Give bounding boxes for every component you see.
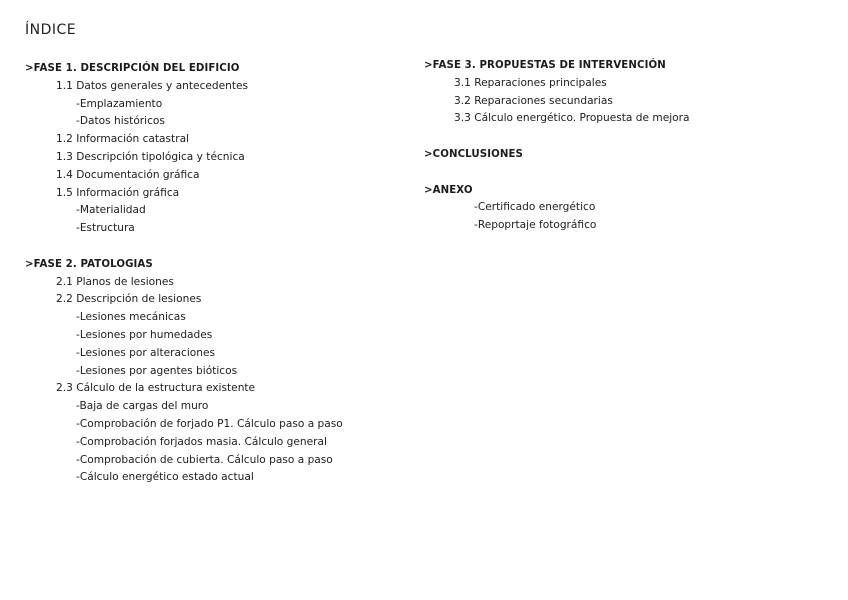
fase3-heading: >FASE 3. PROPUESTAS DE INTERVENCIÓN — [424, 60, 666, 71]
section-1-4: 1.4 Documentación gráfica — [56, 168, 200, 181]
section-2-3: 2.3 Cálculo de la estructura existente — [56, 382, 256, 395]
section-2-2: 2.2 Descripción de lesiones — [56, 293, 202, 306]
anexo-certificado: -Certificado energético — [474, 201, 596, 214]
subsection-baja-cargas: -Baja de cargas del muro — [76, 400, 209, 413]
index-left-column — [25, 60, 425, 487]
fase2-heading: >FASE 2. PATOLOGIAS — [25, 258, 153, 270]
fase1-heading: >FASE 1. DESCRIPCIÓN DEL EDIFICIO — [25, 63, 240, 74]
anexo-reportaje: -Repoprtaje fotográfico — [474, 219, 597, 232]
spacer — [25, 238, 425, 256]
subsection-forjados-masia: -Comprobación forjados masia. Cálculo general — [76, 435, 327, 448]
index-right-column — [424, 57, 824, 235]
section-1-3: 1.3 Descripción tipológica y técnica — [56, 150, 245, 163]
subsection-calculo-energetico-actual: -Cálculo energético estado actual — [76, 471, 254, 484]
subsection-emplazamiento: -Emplazamiento — [76, 97, 163, 110]
conclusiones-heading: >CONCLUSIONES — [424, 148, 523, 160]
section-2-1: 2.1 Planos de lesiones — [56, 275, 174, 288]
subsection-forjado-p1: -Comprobación de forjado P1. Cálculo paso a paso — [76, 417, 343, 430]
subsection-lesiones-bioticos: -Lesiones por agentes bióticos — [76, 364, 238, 377]
section-3-1: 3.1 Reparaciones principales — [454, 76, 607, 89]
section-1-5: 1.5 Información gráfica — [56, 186, 180, 199]
page-title: ÍNDICE — [25, 22, 77, 38]
subsection-lesiones-humedades: -Lesiones por humedades — [76, 328, 213, 341]
section-1-2: 1.2 Información catastral — [56, 133, 190, 146]
section-3-3: 3.3 Cálculo energético. Propuesta de mejora — [454, 112, 690, 125]
section-3-2: 3.2 Reparaciones secundarias — [454, 94, 613, 107]
subsection-estructura: -Estructura — [76, 222, 135, 235]
spacer — [424, 164, 824, 182]
section-1-1: 1.1 Datos generales y antecedentes — [56, 79, 249, 92]
subsection-lesiones-mecanicas: -Lesiones mecánicas — [76, 311, 186, 324]
anexo-heading: >ANEXO — [424, 184, 473, 196]
subsection-cubierta: -Comprobación de cubierta. Cálculo paso a paso — [76, 453, 333, 466]
subsection-materialidad: -Materialidad — [76, 204, 146, 217]
subsection-datos-historicos: -Datos históricos — [76, 115, 165, 128]
spacer — [424, 128, 824, 146]
subsection-lesiones-alteraciones: -Lesiones por alteraciones — [76, 346, 216, 359]
